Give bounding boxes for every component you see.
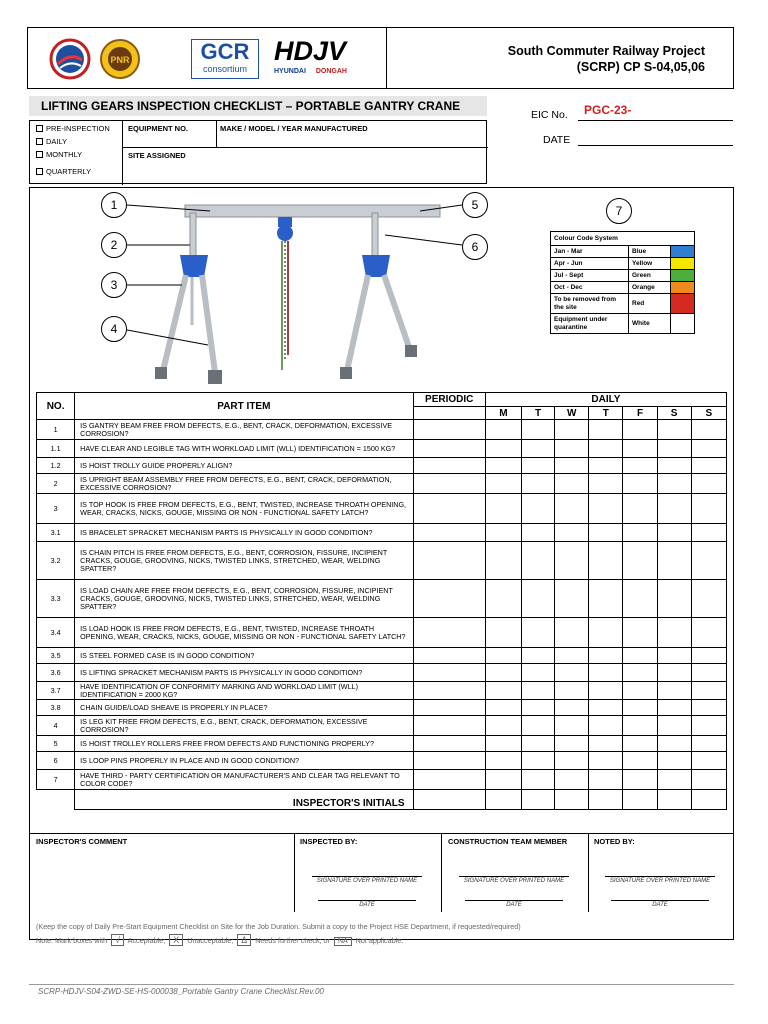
table-row [37, 664, 727, 682]
daily-check-cell[interactable] [555, 618, 589, 648]
colour-swatch [671, 282, 695, 294]
daily-check-cell[interactable] [485, 474, 521, 494]
daily-check-cell[interactable] [657, 542, 691, 580]
part-item-text: IS HOIST TROLLEY ROLLERS FREE FROM DEFECTS AND FUNCTIONING PROPERLY? [75, 736, 413, 752]
daily-check-cell[interactable] [657, 474, 691, 494]
daily-check-cell[interactable] [623, 524, 657, 542]
construction-team-label: CONSTRUCTION TEAM MEMBER [448, 837, 568, 846]
colour-period: Equipment under quarantine [551, 314, 629, 334]
checkmark-symbol: √ [111, 934, 124, 946]
periodic-check-cell[interactable] [413, 618, 485, 648]
daily-check-cell[interactable] [485, 736, 521, 752]
colour-swatch [671, 246, 695, 258]
colour-swatch [671, 314, 695, 334]
table-row [37, 736, 727, 752]
daily-check-cell[interactable] [589, 494, 623, 524]
daily-check-cell[interactable] [623, 700, 657, 716]
date-caption: DATE [359, 902, 375, 908]
initials-cell[interactable] [413, 790, 485, 810]
daily-check-cell[interactable] [555, 664, 589, 682]
callout-2: 2 [101, 232, 127, 258]
gcr-logo-subtext: consortium [202, 64, 247, 74]
inspector-comment-label: INSPECTOR'S COMMENT [36, 837, 128, 846]
daily-check-cell[interactable] [691, 474, 726, 494]
daily-check-cell[interactable] [691, 440, 726, 458]
daily-check-cell[interactable] [555, 648, 589, 664]
colour-swatch [671, 258, 695, 270]
daily-check-cell[interactable] [623, 474, 657, 494]
daily-check-cell[interactable] [623, 420, 657, 440]
daily-check-cell[interactable] [589, 580, 623, 618]
row-number: 3.7 [37, 682, 75, 700]
date-label: DATE [543, 134, 571, 146]
daily-check-cell[interactable] [555, 770, 589, 790]
daily-check-cell[interactable] [623, 716, 657, 736]
initials-cell[interactable] [691, 790, 726, 810]
daily-check-cell[interactable] [589, 752, 623, 770]
daily-check-cell[interactable] [485, 682, 521, 700]
col-header-part-item: PART ITEM [75, 393, 413, 420]
colour-swatch [671, 294, 695, 314]
daily-check-cell[interactable] [555, 716, 589, 736]
day-header: W [555, 407, 589, 420]
eic-underline [578, 120, 733, 121]
date-underline[interactable] [578, 145, 733, 146]
day-header: T [589, 407, 623, 420]
daily-check-cell[interactable] [555, 440, 589, 458]
daily-check-cell[interactable] [691, 716, 726, 736]
callout-7: 7 [606, 198, 632, 224]
daily-check-cell[interactable] [555, 524, 589, 542]
daily-check-cell[interactable] [485, 648, 521, 664]
daily-check-cell[interactable] [657, 440, 691, 458]
inspector-initials-label: INSPECTOR'S INITIALS [75, 790, 413, 810]
part-item-text: IS LIFTING SPRACKET MECHANISM PARTS IS PHYSICALLY IN GOOD CONDITION? [75, 664, 413, 682]
row-number: 4 [37, 716, 75, 736]
part-item-text: IS STEEL FORMED CASE IS IN GOOD CONDITION? [75, 648, 413, 664]
day-header: M [485, 407, 521, 420]
row-number: 3.2 [37, 542, 75, 580]
initials-cell[interactable] [485, 790, 521, 810]
colour-name: Yellow [629, 258, 671, 270]
table-row [37, 716, 727, 736]
periodic-check-cell[interactable] [413, 420, 485, 440]
daily-check-cell[interactable] [623, 580, 657, 618]
daily-check-cell[interactable] [657, 524, 691, 542]
row-number: 3.3 [37, 580, 75, 618]
daily-check-cell[interactable] [657, 752, 691, 770]
daily-check-cell[interactable] [589, 736, 623, 752]
daily-check-cell[interactable] [555, 682, 589, 700]
gcr-logo-text: GCR [200, 39, 250, 64]
daily-check-cell[interactable] [522, 770, 555, 790]
callout-5: 5 [462, 192, 488, 218]
row-number: 1.1 [37, 440, 75, 458]
daily-check-cell[interactable] [589, 716, 623, 736]
daily-check-cell[interactable] [623, 770, 657, 790]
table-row [37, 682, 727, 700]
table-row [37, 648, 727, 664]
na-symbol: NA [334, 937, 352, 946]
part-item-text: IS LOAD CHAIN ARE FREE FROM DEFECTS, E.G., BENT, CORROSION, FISSURE, INCIPIENT CRACKS, GOUGE, GROOVING, NICKS, TWISTED LINKS, STRETCHED, WEAR, WELDING SPATTER? [75, 580, 413, 618]
periodic-check-cell[interactable] [413, 542, 485, 580]
daily-check-cell[interactable] [485, 420, 521, 440]
colour-period: To be removed from the site [551, 294, 629, 314]
periodic-check-cell[interactable] [413, 474, 485, 494]
daily-check-cell[interactable] [623, 752, 657, 770]
day-header: T [522, 407, 555, 420]
pnr-logo [98, 38, 142, 80]
hyundai-logo-text: HYUNDAI [274, 68, 306, 75]
daily-check-cell[interactable] [657, 420, 691, 440]
row-number: 6 [37, 752, 75, 770]
daily-check-cell[interactable] [485, 770, 521, 790]
daily-check-cell[interactable] [589, 458, 623, 474]
daily-check-cell[interactable] [657, 682, 691, 700]
pnr-logo-text: PNR [110, 55, 130, 65]
table-row [37, 440, 727, 458]
project-line-1: South Commuter Railway Project [507, 44, 705, 58]
daily-check-cell[interactable] [623, 542, 657, 580]
daily-check-cell[interactable] [623, 736, 657, 752]
initials-cell[interactable] [623, 790, 657, 810]
part-item-text: IS BRACELET SPRACKET MECHANISM PARTS IS PHYSICALLY IN GOOD CONDITION? [75, 524, 413, 542]
table-row [37, 618, 727, 648]
periodic-check-cell[interactable] [413, 770, 485, 790]
initials-cell[interactable] [589, 790, 623, 810]
daily-check-cell[interactable] [691, 648, 726, 664]
daily-check-cell[interactable] [522, 716, 555, 736]
daily-check-cell[interactable] [555, 580, 589, 618]
colour-period: Jul - Sept [551, 270, 629, 282]
row-number: 3.4 [37, 618, 75, 648]
part-item-text: IS GANTRY BEAM FREE FROM DEFECTS, E.G., BENT, CRACK, DEFORMATION, EXCESSIVE CORROSION? [75, 420, 413, 440]
daily-check-cell[interactable] [555, 700, 589, 716]
daily-check-cell[interactable] [589, 440, 623, 458]
table-row [37, 752, 727, 770]
daily-check-cell[interactable] [691, 580, 726, 618]
daily-check-cell[interactable] [589, 542, 623, 580]
daily-check-cell[interactable] [522, 752, 555, 770]
daily-check-cell[interactable] [691, 420, 726, 440]
periodic-check-cell[interactable] [413, 716, 485, 736]
initials-cell[interactable] [657, 790, 691, 810]
daily-check-cell[interactable] [522, 542, 555, 580]
make-model-label: MAKE / MODEL / YEAR MANUFACTURED [220, 124, 368, 133]
daily-check-cell[interactable] [691, 736, 726, 752]
site-assigned-label: SITE ASSIGNED [128, 151, 186, 160]
table-row [37, 580, 727, 618]
daily-check-cell[interactable] [555, 474, 589, 494]
daily-check-cell[interactable] [522, 420, 555, 440]
daily-check-cell[interactable] [485, 664, 521, 682]
colour-name: Red [629, 294, 671, 314]
daily-check-cell[interactable] [522, 458, 555, 474]
callout-6: 6 [462, 234, 488, 260]
part-item-text: HAVE THIRD - PARTY CERTIFICATION OR MANUFACTURER'S AND CLEAR TAG RELEVANT TO COLOR CODE? [75, 770, 413, 790]
daily-check-cell[interactable] [522, 736, 555, 752]
part-item-text: IS LEG KIT FREE FROM DEFECTS, E.G., BENT, CRACK, DEFORMATION, EXCESSIVE CORROSION? [75, 716, 413, 736]
row-number: 3.1 [37, 524, 75, 542]
table-row [37, 770, 727, 790]
part-item-text: IS UPRIGHT BEAM ASSEMBLY FREE FROM DEFECTS, E.G., BENT, CRACK, DEFORMATION, EXCESSIVE CORROSION? [75, 474, 413, 494]
daily-check-cell[interactable] [623, 664, 657, 682]
part-item-text: HAVE IDENTIFICATION OF CONFORMITY MARKING AND WORKLOAD LIMIT (WLL) IDENTIFICATION = 2000 KG? [75, 682, 413, 700]
part-item-text: CHAIN GUIDE/LOAD SHEAVE IS PROPERLY IN PLACE? [75, 700, 413, 716]
eic-label: EIC No. [531, 109, 568, 121]
row-number: 3.6 [37, 664, 75, 682]
daily-check-cell[interactable] [485, 700, 521, 716]
checkbox-daily[interactable]: DAILY [36, 137, 67, 146]
daily-check-cell[interactable] [589, 524, 623, 542]
daily-check-cell[interactable] [657, 618, 691, 648]
daily-check-cell[interactable] [657, 664, 691, 682]
initials-row [37, 790, 727, 810]
daily-check-cell[interactable] [691, 494, 726, 524]
daily-check-cell[interactable] [623, 440, 657, 458]
daily-check-cell[interactable] [691, 770, 726, 790]
periodic-check-cell[interactable] [413, 752, 485, 770]
daily-check-cell[interactable] [589, 618, 623, 648]
day-header: S [691, 407, 726, 420]
date-caption: DATE [652, 902, 668, 908]
daily-check-cell[interactable] [691, 664, 726, 682]
day-header: S [657, 407, 691, 420]
part-item-text: HAVE CLEAR AND LEGIBLE TAG WITH WORKLOAD LIMIT (WLL) IDENTIFICATION = 1500 KG? [75, 440, 413, 458]
table-row [37, 700, 727, 716]
daily-check-cell[interactable] [485, 618, 521, 648]
checkbox-monthly[interactable]: MONTHLY [36, 150, 82, 159]
row-number: 7 [37, 770, 75, 790]
inspection-table [36, 392, 727, 810]
signature-caption: SIGNATURE OVER PRINTED NAME [463, 878, 565, 884]
daily-check-cell[interactable] [522, 618, 555, 648]
periodic-check-cell[interactable] [413, 648, 485, 664]
periodic-check-cell[interactable] [413, 580, 485, 618]
checklist-title: LIFTING GEARS INSPECTION CHECKLIST – PORTABLE GANTRY CRANE [29, 96, 487, 116]
dotr-logo [48, 38, 92, 80]
callout-1: 1 [101, 192, 127, 218]
daily-check-cell[interactable] [485, 716, 521, 736]
daily-check-cell[interactable] [657, 580, 691, 618]
daily-check-cell[interactable] [657, 458, 691, 474]
colour-name: Green [629, 270, 671, 282]
date-caption: DATE [506, 902, 522, 908]
daily-check-cell[interactable] [691, 618, 726, 648]
table-row [37, 542, 727, 580]
daily-check-cell[interactable] [623, 648, 657, 664]
hdjv-logo-text: HDJV [274, 36, 347, 66]
triangle-symbol: Δ [237, 934, 251, 946]
daily-check-cell[interactable] [657, 770, 691, 790]
checkbox-pre-inspection[interactable]: PRE-INSPECTION [36, 124, 110, 133]
colour-code-title: Colour Code System [551, 232, 695, 246]
daily-check-cell[interactable] [485, 542, 521, 580]
daily-check-cell[interactable] [555, 752, 589, 770]
part-item-text: IS LOAD HOOK IS FREE FROM DEFECTS, E.G., BENT, TWISTED, INCREASE THROATH OPENING, WEAR, CRACKS, NICKS, GOUGE, MISSING OR NON - FUNCTIONAL SAFETY LATCH? [75, 618, 413, 648]
daily-check-cell[interactable] [623, 682, 657, 700]
equipment-no-label: EQUIPMENT NO. [128, 124, 189, 133]
initials-cell[interactable] [555, 790, 589, 810]
initials-cell[interactable] [522, 790, 555, 810]
project-name [508, 43, 705, 75]
daily-check-cell[interactable] [691, 524, 726, 542]
project-line-2: (SCRP) CP S-04,05,06 [576, 60, 705, 74]
periodic-check-cell[interactable] [413, 494, 485, 524]
daily-check-cell[interactable] [522, 580, 555, 618]
daily-check-cell[interactable] [589, 648, 623, 664]
colour-swatch [671, 270, 695, 282]
colour-name: White [629, 314, 671, 334]
x-symbol: X [169, 934, 183, 946]
daily-check-cell[interactable] [485, 494, 521, 524]
table-row [37, 420, 727, 440]
col-header-daily: DAILY [485, 393, 726, 407]
daily-check-cell[interactable] [555, 420, 589, 440]
daily-check-cell[interactable] [522, 682, 555, 700]
signature-caption: SIGNATURE OVER PRINTED NAME [316, 878, 418, 884]
dongah-logo-text: DONGAH [315, 68, 347, 75]
part-item-text: IS HOIST TROLLY GUIDE PROPERLY ALIGN? [75, 458, 413, 474]
daily-check-cell[interactable] [555, 458, 589, 474]
daily-check-cell[interactable] [485, 440, 521, 458]
daily-check-cell[interactable] [555, 542, 589, 580]
row-number: 3 [37, 494, 75, 524]
document-header [27, 27, 734, 89]
daily-check-cell[interactable] [657, 648, 691, 664]
daily-check-cell[interactable] [623, 494, 657, 524]
signature-caption: SIGNATURE OVER PRINTED NAME [609, 878, 711, 884]
day-header: F [623, 407, 657, 420]
daily-check-cell[interactable] [485, 752, 521, 770]
periodic-check-cell[interactable] [413, 458, 485, 474]
table-row [37, 524, 727, 542]
colour-name: Blue [629, 246, 671, 258]
daily-check-cell[interactable] [589, 664, 623, 682]
daily-check-cell[interactable] [691, 700, 726, 716]
callout-arrows [100, 195, 500, 365]
periodic-check-cell[interactable] [413, 524, 485, 542]
document-reference: SCRP-HDJV-S04-ZWD-SE-HS-000038_Portable Gantry Crane Checklist.Rev.00 [38, 987, 324, 996]
daily-check-cell[interactable] [485, 524, 521, 542]
inspected-by-label: INSPECTED BY: [300, 837, 358, 846]
colour-name: Orange [629, 282, 671, 294]
daily-check-cell[interactable] [657, 716, 691, 736]
periodic-check-cell[interactable] [413, 682, 485, 700]
row-number: 1 [37, 420, 75, 440]
keep-copy-note: (Keep the copy of Daily Pre-Start Equipment Checklist on Site for the Job Duration. Submit a copy to the Project HSE Department, if requested/required) [36, 922, 521, 931]
daily-check-cell[interactable] [522, 700, 555, 716]
daily-check-cell[interactable] [691, 682, 726, 700]
daily-check-cell[interactable] [485, 580, 521, 618]
eic-value[interactable]: PGC-23- [584, 103, 632, 117]
col-header-no: NO. [37, 393, 75, 420]
daily-check-cell[interactable] [485, 458, 521, 474]
daily-check-cell[interactable] [522, 494, 555, 524]
daily-check-cell[interactable] [657, 700, 691, 716]
row-number: 1.2 [37, 458, 75, 474]
table-row [37, 494, 727, 524]
daily-check-cell[interactable] [691, 542, 726, 580]
daily-check-cell[interactable] [555, 494, 589, 524]
callout-3: 3 [101, 272, 127, 298]
daily-check-cell[interactable] [657, 494, 691, 524]
colour-period: Jan - Mar [551, 246, 629, 258]
periodic-check-cell[interactable] [413, 736, 485, 752]
daily-check-cell[interactable] [589, 474, 623, 494]
daily-check-cell[interactable] [522, 440, 555, 458]
daily-check-cell[interactable] [522, 648, 555, 664]
info-form [29, 120, 487, 184]
daily-check-cell[interactable] [657, 736, 691, 752]
daily-check-cell[interactable] [522, 524, 555, 542]
daily-check-cell[interactable] [522, 474, 555, 494]
mark-legend: Note: Mark boxes with √ Acceptable; X Unacceptable; Δ Needs further check; or NA Not applicable. [36, 935, 404, 945]
table-row [37, 474, 727, 494]
row-number: 5 [37, 736, 75, 752]
colour-period: Oct - Dec [551, 282, 629, 294]
daily-check-cell[interactable] [522, 664, 555, 682]
periodic-check-cell[interactable] [413, 440, 485, 458]
daily-check-cell[interactable] [691, 752, 726, 770]
daily-check-cell[interactable] [589, 420, 623, 440]
colour-code-table [550, 231, 695, 334]
daily-check-cell[interactable] [589, 682, 623, 700]
periodic-check-cell[interactable] [413, 700, 485, 716]
daily-check-cell[interactable] [555, 736, 589, 752]
hdjv-logo [274, 36, 374, 75]
daily-check-cell[interactable] [691, 458, 726, 474]
callout-4: 4 [101, 316, 127, 342]
row-number: 2 [37, 474, 75, 494]
row-number: 3.5 [37, 648, 75, 664]
part-item-text: IS LOOP PINS PROPERLY IN PLACE AND IN GOOD CONDITION? [75, 752, 413, 770]
daily-check-cell[interactable] [623, 458, 657, 474]
gcr-logo [191, 39, 259, 79]
col-header-periodic: PERIODIC [413, 393, 485, 407]
table-row [37, 458, 727, 474]
part-item-text: IS CHAIN PITCH IS FREE FROM DEFECTS, E.G., BENT, CORROSION, FISSURE, INCIPIENT CRACKS, GOUGE, GROOVING, NICKS, TWISTED LINKS, STRETCHED, WEAR, WELDING SPATTER? [75, 542, 413, 580]
row-number: 3.8 [37, 700, 75, 716]
part-item-text: IS TOP HOOK IS FREE FROM DEFECTS, E.G., BENT, TWISTED, INCREASE THROATH OPENING, WEAR, CRACKS, NICKS, GOUGE, MISSING OR NON - FUNCTIONAL SAFETY LATCH? [75, 494, 413, 524]
daily-check-cell[interactable] [589, 770, 623, 790]
noted-by-label: NOTED BY: [594, 837, 635, 846]
daily-check-cell[interactable] [589, 700, 623, 716]
checkbox-quarterly[interactable]: QUARTERLY [36, 167, 91, 176]
colour-period: Apr - Jun [551, 258, 629, 270]
daily-check-cell[interactable] [623, 618, 657, 648]
periodic-check-cell[interactable] [413, 664, 485, 682]
